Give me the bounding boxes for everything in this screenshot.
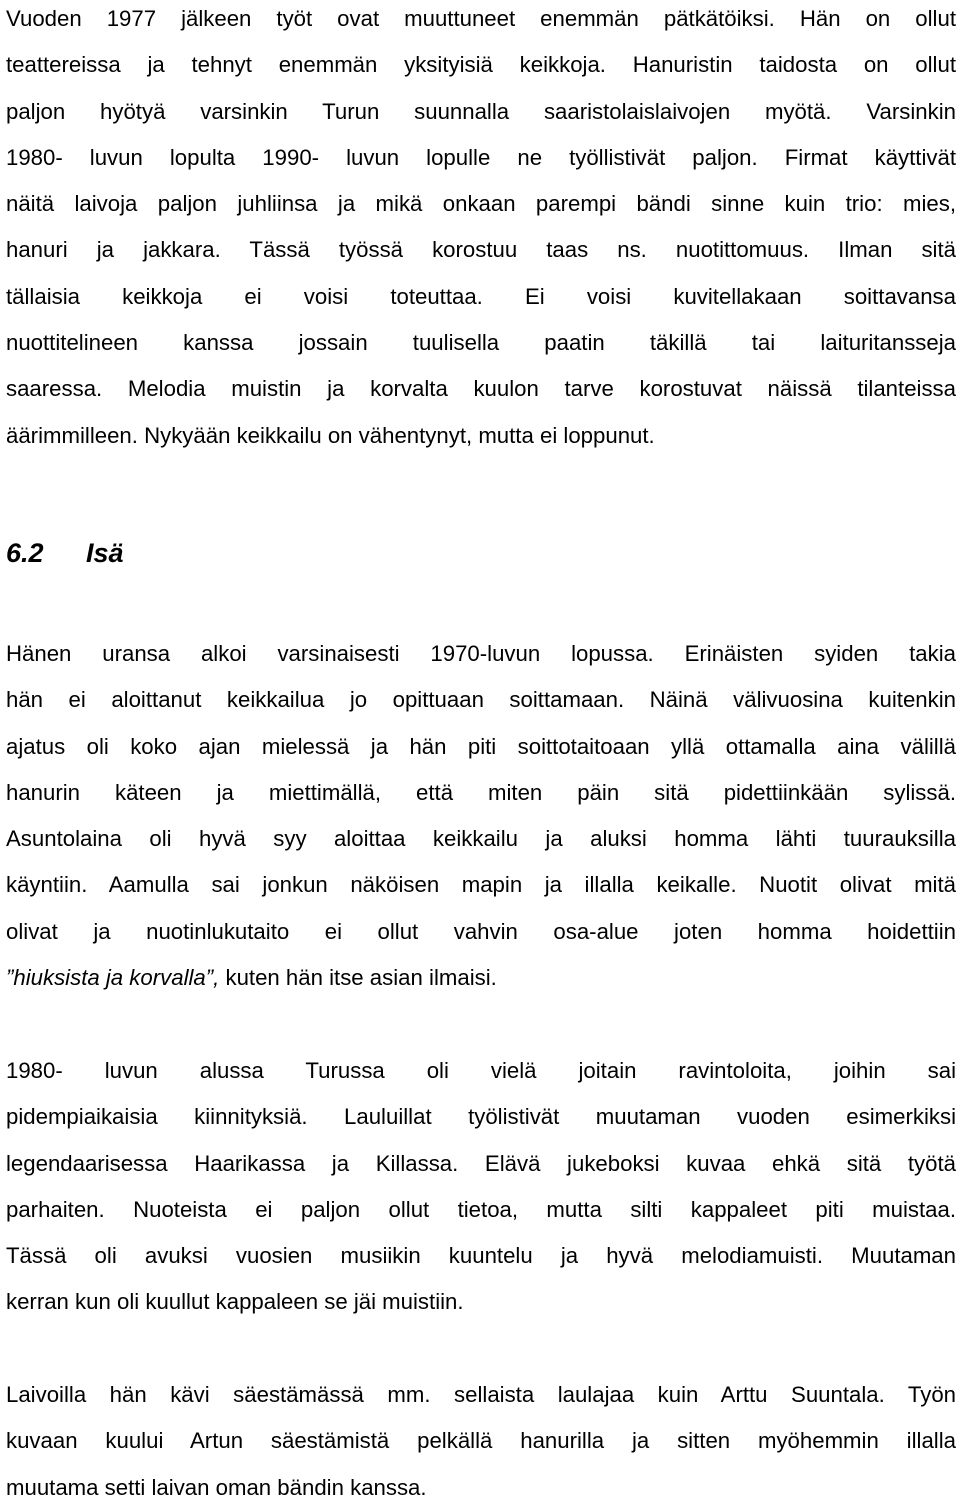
text-line: pidempiaikaisia kiinnityksiä. Lauluillat työlistivät muutaman vuoden esimerkiksi (6, 1104, 956, 1130)
text-line: legendaarisessa Haarikassa ja Killassa. Elävä jukeboksi kuvaa ehkä sitä työtä (6, 1150, 956, 1176)
text-line: Laivoilla hän kävi säestämässä mm. sellaista laulajaa kuin Arttu Suuntala. Työn (6, 1382, 956, 1407)
text-line: Hänen uransa alkoi varsinaisesti 1970-luvun lopussa. Erinäisten syiden takia (6, 641, 956, 666)
text-line: muutama setti laivan oman bändin kanssa. (6, 1474, 427, 1500)
text-line: 1980- luvun lopulta 1990- luvun lopulle ne työllistivät paljon. Firmat käyttivät (6, 144, 956, 170)
text-line: hän ei aloittanut keikkailua jo opittuaan soittamaan. Näinä välivuosina kuitenkin (6, 687, 956, 713)
section-number: 6.2 (6, 538, 44, 568)
text-line: Tässä oli avuksi vuosien musiikin kuuntelu ja hyvä melodiamuisti. Muutaman (6, 1243, 956, 1269)
text-line: parhaiten. Nuoteista ei paljon ollut tietoa, mutta silti kappaleet piti muistaa. (6, 1196, 956, 1222)
text-line: Vuoden 1977 jälkeen työt ovat muuttuneet enemmän pätkätöiksi. Hän on ollut (6, 6, 956, 31)
italic-quote: ”hiuksista ja korvalla”, (6, 965, 220, 991)
text-line (6, 955, 956, 1001)
quote-tail: kuten hän itse asian ilmaisi. (219, 965, 497, 991)
text-line: paljon hyötyä varsinkin Turun suunnalla saaristolaislaivojen myötä. Varsinkin (6, 98, 956, 124)
text-line: kuvaan kuului Artun säestämistä pelkällä hanurilla ja sitten myöhemmin illalla (6, 1428, 956, 1454)
text-line: teattereissa ja tehnyt enemmän yksityisiä keikkoja. Hanuristin taidosta on ollut (6, 52, 956, 78)
text-line: nuottitelineen kanssa jossain tuulisella paatin täkillä tai laituritansseja (6, 330, 956, 356)
paragraph-3 (6, 1048, 956, 1326)
paragraph-2 (6, 631, 956, 1001)
text-line: hanurin käteen ja miettimällä, että miten päin sitä pidettiinkään sylissä. (6, 779, 956, 805)
text-line: tällaisia keikkoja ei voisi toteuttaa. Ei voisi kuvitellakaan soittavansa (6, 283, 956, 309)
text-line: 1980- luvun alussa Turussa oli vielä joitain ravintoloita, joihin sai (6, 1058, 956, 1083)
text-line: äärimmilleen. Nykyään keikkailu on vähentynyt, mutta ei loppunut. (6, 422, 655, 448)
text-line: olivat ja nuotinlukutaito ei ollut vahvin osa-alue joten homma hoidettiin (6, 918, 956, 944)
text-line: Asuntolaina oli hyvä syy aloittaa keikkailu ja aluksi homma lähti tuurauksilla (6, 826, 956, 852)
text-line: hanuri ja jakkara. Tässä työssä korostuu taas ns. nuotittomuus. Ilman sitä (6, 237, 956, 263)
paragraph-4 (6, 1372, 956, 1511)
paragraph-1 (6, 0, 956, 459)
text-line: käyntiin. Aamulla sai jonkun näköisen mapin ja illalla keikalle. Nuotit olivat mitä (6, 872, 956, 898)
text-line: kerran kun oli kuullut kappaleen se jäi muistiin. (6, 1289, 464, 1315)
text-line: saaressa. Melodia muistin ja korvalta kuulon tarve korostuvat näissä tilanteissa (6, 376, 956, 402)
section-title: Isä (86, 538, 124, 568)
section-heading (6, 530, 124, 576)
text-line: ajatus oli koko ajan mielessä ja hän piti soittotaitoaan yllä ottamalla aina välillä (6, 733, 956, 759)
text-line: näitä laivoja paljon juhliinsa ja mikä onkaan parempi bändi sinne kuin trio: mies, (6, 191, 956, 217)
